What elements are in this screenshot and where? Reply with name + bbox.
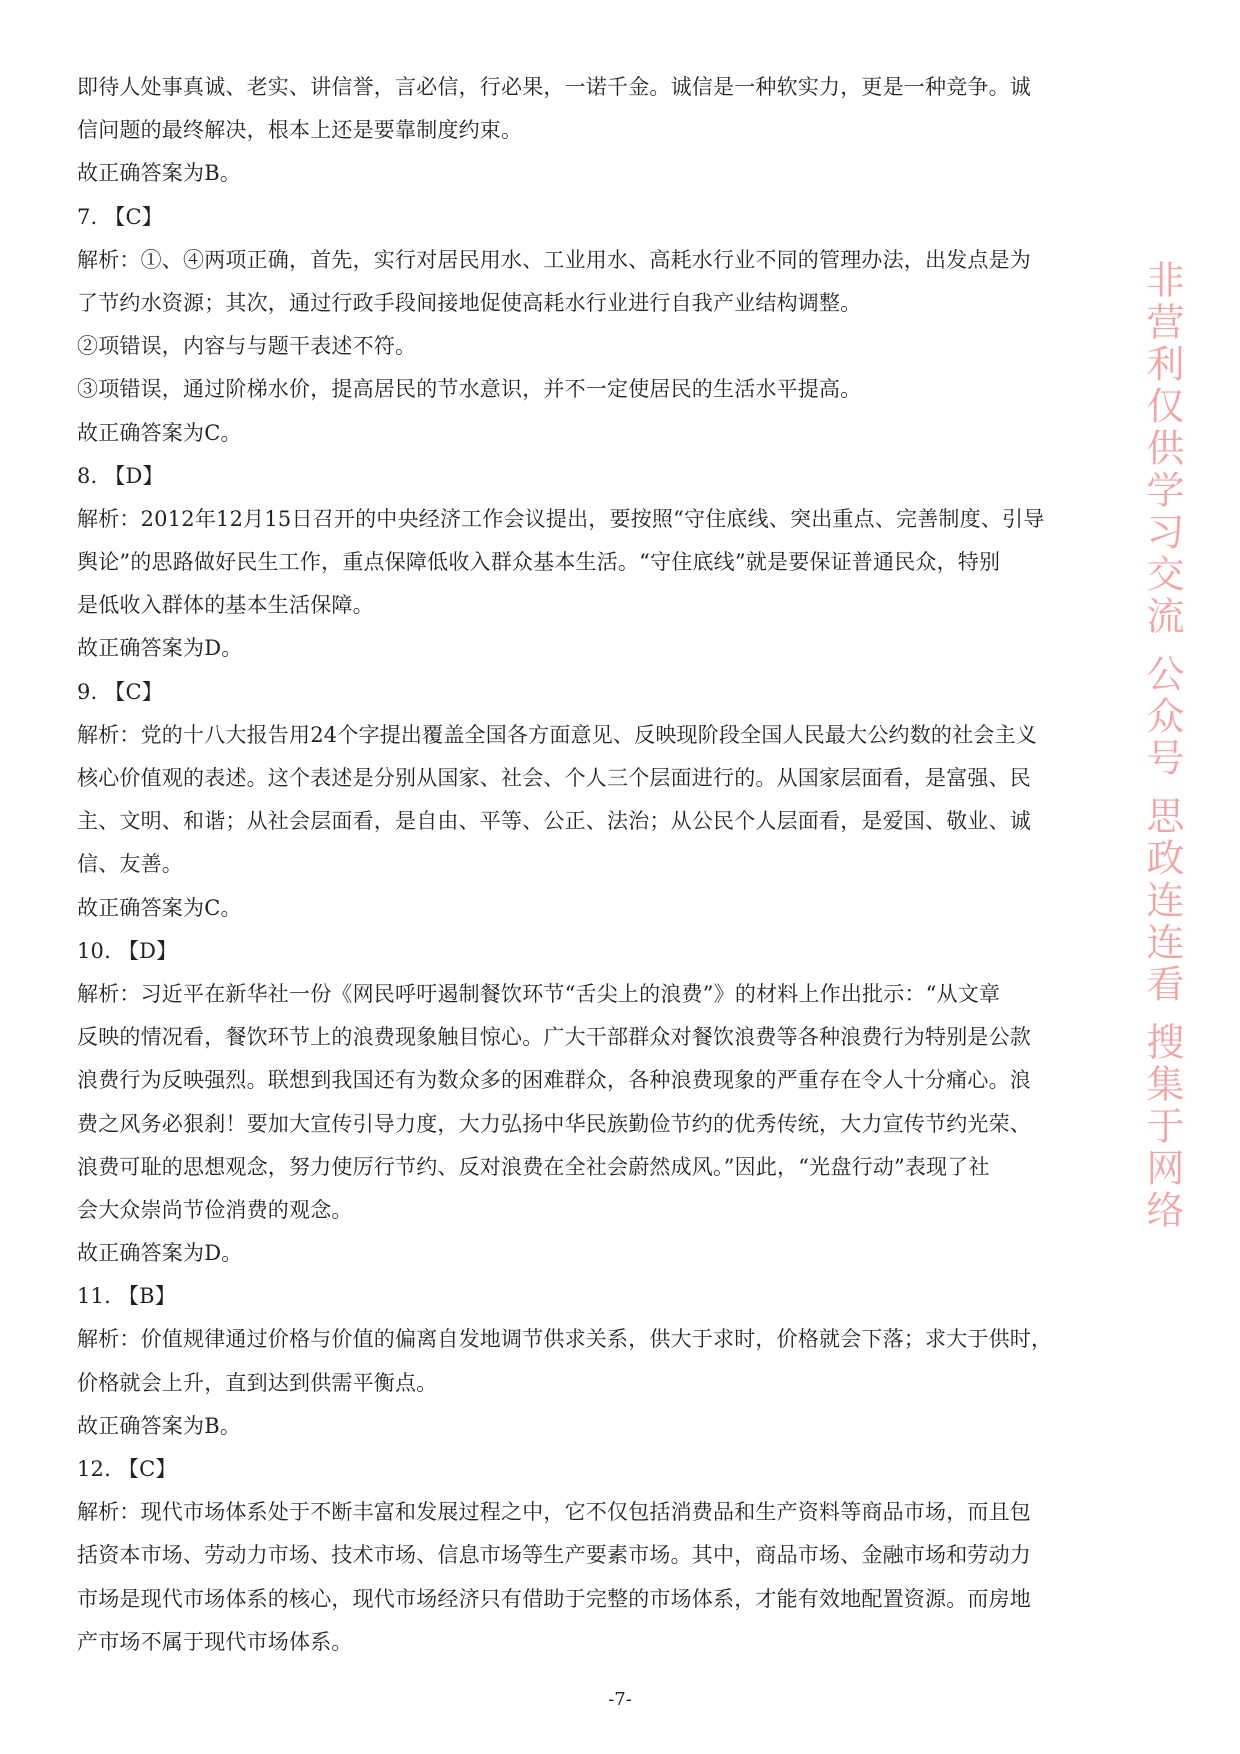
question-answer-heading: 10. 【D】 <box>77 938 178 963</box>
question-answer-heading: 12. 【C】 <box>77 1457 177 1481</box>
text-line: 浪费可耻的思想观念，努力使厉行节约、反对浪费在全社会蔚然成风。”因此，“光盘行动”表现了社 <box>77 1154 990 1179</box>
text-line: 解析：现代市场体系处于不断丰富和发展过程之中，它不仅包括消费品和生产资料等商品市场，而且包 <box>77 1500 1031 1525</box>
text-line: ③项错误，通过阶梯水价，提高居民的节水意识，并不一定使居民的生活水平提高。 <box>77 377 862 402</box>
text-line: 主、文明、和谐；从社会层面看，是自由、平等、公正、法治；从公民个人层面看，是爱国、敬业、诚 <box>77 809 1031 834</box>
text-line: 故正确答案为C。 <box>77 895 242 920</box>
text-line: 故正确答案为C。 <box>77 420 242 445</box>
text-line: 费之风务必狠刹！要加大宣传引导力度，大力弘扬中华民族勤俭节约的优秀传统，大力宣传节约光荣、 <box>77 1111 1031 1136</box>
question-answer-heading: 9. 【C】 <box>77 679 163 704</box>
text-line: 解析：习近平在新华社一份《网民呼吁遏制餐饮环节“舌尖上的浪费”》的材料上作出批示：“从文章 <box>77 981 1001 1006</box>
text-line: 信问题的最终解决，根本上还是要靠制度约束。 <box>77 118 523 143</box>
text-line: 信、友善。 <box>77 852 183 877</box>
question-answer-heading: 7. 【C】 <box>77 204 163 229</box>
document-body <box>77 66 1087 1664</box>
text-line: 解析：党的十八大报告用24个字提出覆盖全国各方面意见、反映现阶段全国人民最大公约数的社会主义 <box>77 722 1037 747</box>
text-line: ②项错误，内容与与题干表述不符。 <box>77 334 417 359</box>
text-line: 产市场不属于现代市场体系。 <box>77 1629 353 1654</box>
text-line: 浪费行为反映强烈。联想到我国还有为数众多的困难群众，各种浪费现象的严重存在令人十分痛心。浪 <box>77 1068 1031 1093</box>
text-line: 解析：价值规律通过价格与价值的偏离自发地调节供求关系，供大于求时，价格就会下落；求大于供时， <box>77 1327 1053 1352</box>
text-line: 即待人处事真诚、老实、讲信誉，言必信，行必果，一诺千金。诚信是一种软实力，更是一种竞争。诚 <box>77 75 1031 99</box>
text-line: 市场是现代市场体系的核心，现代市场经济只有借助于完整的市场体系，才能有效地配置资源。而房地 <box>77 1586 1031 1611</box>
text-line: 解析：2012年12月15日召开的中央经济工作会议提出，要按照“守住底线、突出重点、完善制度、引导 <box>77 506 1045 531</box>
text-line: 核心价值观的表述。这个表述是分别从国家、社会、个人三个层面进行的。从国家层面看，是富强、民 <box>77 766 1031 790</box>
text-line: 解析：①、④两项正确，首先，实行对居民用水、工业用水、高耗水行业不同的管理办法，出发点是为 <box>77 247 1031 272</box>
text-line: 反映的情况看，餐饮环节上的浪费现象触目惊心。广大干部群众对餐饮浪费等各种浪费行为特别是公款 <box>77 1025 1031 1050</box>
watermark: 非营利仅供学习交流 公众号 思政连连看 搜集于网络 <box>1140 260 1184 1233</box>
text-line: 故正确答案为D。 <box>77 636 243 661</box>
text-line: 括资本市场、劳动力市场、技术市场、信息市场等生产要素市场。其中，商品市场、金融市场和劳动力 <box>77 1543 1031 1568</box>
text-line: 舆论”的思路做好民生工作，重点保障低收入群众基本生活。“守住底线”就是要保证普通民众，特别 <box>77 550 1001 575</box>
question-answer-heading: 8. 【D】 <box>77 463 164 488</box>
text-line: 故正确答案为B。 <box>77 1413 242 1438</box>
text-line: 会大众崇尚节俭消费的观念。 <box>77 1197 353 1222</box>
text-line: 故正确答案为B。 <box>77 161 242 186</box>
question-answer-heading: 11. 【B】 <box>77 1284 176 1309</box>
page-number: -7- <box>608 1689 632 1710</box>
text-line: 是低收入群体的基本生活保障。 <box>77 593 374 618</box>
text-line: 了节约水资源；其次，通过行政手段间接地促使高耗水行业进行自我产业结构调整。 <box>77 290 862 315</box>
text-line: 价格就会上升，直到达到供需平衡点。 <box>77 1370 438 1395</box>
text-line: 故正确答案为D。 <box>77 1241 243 1266</box>
